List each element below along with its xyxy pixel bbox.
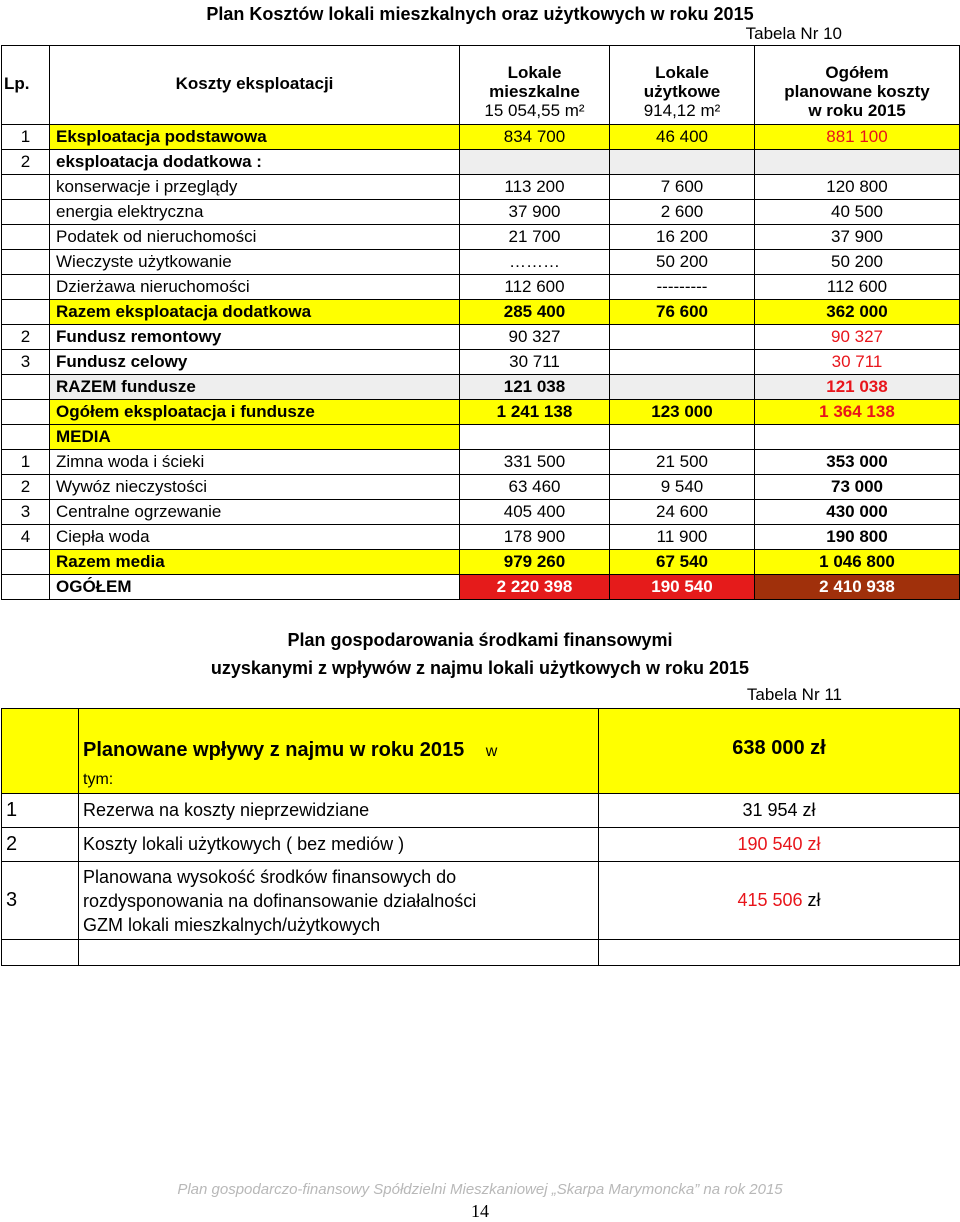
- row-label: Podatek od nieruchomości: [50, 225, 460, 250]
- row-label: MEDIA: [50, 425, 460, 450]
- residential-header-line2: mieszkalne: [489, 82, 580, 101]
- row-total: 112 600: [755, 275, 960, 300]
- row-commercial: [610, 425, 755, 450]
- total-header-line1: Ogółem: [825, 63, 889, 82]
- row-commercial: 16 200: [610, 225, 755, 250]
- row-commercial: [610, 325, 755, 350]
- row-commercial: 190 540: [610, 575, 755, 600]
- table-row: [2, 350, 960, 375]
- table-row: [2, 175, 960, 200]
- row-label: OGÓŁEM: [50, 575, 460, 600]
- row-commercial: 24 600: [610, 500, 755, 525]
- row-lp: 2: [2, 475, 50, 500]
- row-amount-unit: zł: [807, 890, 821, 910]
- row-commercial: 67 540: [610, 550, 755, 575]
- row-commercial: 21 500: [610, 450, 755, 475]
- table-header-row: [2, 46, 960, 125]
- commercial-header-line2: użytkowe: [643, 82, 721, 101]
- table-header-row: [2, 709, 960, 794]
- planned-income-tym: tym:: [83, 771, 114, 788]
- table-row: [2, 325, 960, 350]
- row-total: 353 000: [755, 450, 960, 475]
- row-lp: [2, 200, 50, 225]
- table-row: [2, 450, 960, 475]
- row-lp: 3: [2, 862, 79, 940]
- row-residential: 2 220 398: [460, 575, 610, 600]
- commercial-area: 914,12 m²: [643, 101, 721, 120]
- row-label-line3: GZM lokali mieszkalnych/użytkowych: [83, 914, 381, 935]
- table-row: [2, 575, 960, 600]
- row-total: [755, 425, 960, 450]
- row-commercial: 11 900: [610, 525, 755, 550]
- row-commercial: 2 600: [610, 200, 755, 225]
- row-lp: [2, 225, 50, 250]
- row-residential: 37 900: [460, 200, 610, 225]
- row-lp: 4: [2, 525, 50, 550]
- row-commercial: 9 540: [610, 475, 755, 500]
- row-total: 190 800: [755, 525, 960, 550]
- row-residential: 178 900: [460, 525, 610, 550]
- row-lp: [2, 275, 50, 300]
- row-total: 2 410 938: [755, 575, 960, 600]
- row-label: Wieczyste użytkowanie: [50, 250, 460, 275]
- table-row: [2, 862, 960, 940]
- row-total: 73 000: [755, 475, 960, 500]
- row-lp: 3: [2, 350, 50, 375]
- residential-area: 15 054,55 m²: [484, 101, 585, 120]
- row-lp: [2, 425, 50, 450]
- row-label: Fundusz celowy: [50, 350, 460, 375]
- row-residential: 1 241 138: [460, 400, 610, 425]
- table-row: [2, 200, 960, 225]
- row-total: 50 200: [755, 250, 960, 275]
- row-lp: [2, 550, 50, 575]
- row-label: Ciepła woda: [50, 525, 460, 550]
- row-commercial: 46 400: [610, 125, 755, 150]
- row-lp: 3: [2, 500, 50, 525]
- row-amount: 190 540 zł: [599, 828, 960, 862]
- row-total: 120 800: [755, 175, 960, 200]
- row-label: Dzierżawa nieruchomości: [50, 275, 460, 300]
- row-residential: 405 400: [460, 500, 610, 525]
- row-commercial: 123 000: [610, 400, 755, 425]
- row-residential: 331 500: [460, 450, 610, 475]
- section-title-line1: Plan gospodarowania środkami finansowymi: [287, 630, 673, 650]
- row-lp: [2, 175, 50, 200]
- row-label: RAZEM fundusze: [50, 375, 460, 400]
- row-residential: ………: [460, 250, 610, 275]
- row-residential: 121 038: [460, 375, 610, 400]
- row-amount-value: 415 506: [737, 890, 803, 910]
- footer-text: Plan gospodarczo-finansowy Spółdzielni Mieszkaniowej „Skarpa Marymoncka” na rok 2015: [177, 1181, 783, 1198]
- row-commercial: 76 600: [610, 300, 755, 325]
- rental-income-table: [1, 708, 960, 966]
- row-residential: 30 711: [460, 350, 610, 375]
- row-lp: 2: [2, 325, 50, 350]
- row-amount: [599, 862, 960, 940]
- row-label: eksploatacja dodatkowa :: [50, 150, 460, 175]
- page-title: Plan Kosztów lokali mieszkalnych oraz użytkowych w roku 2015: [206, 4, 754, 24]
- row-label: Centralne ogrzewanie: [50, 500, 460, 525]
- table-row: [2, 275, 960, 300]
- row-residential: 979 260: [460, 550, 610, 575]
- row-lp: [2, 375, 50, 400]
- row-label: Rezerwa na koszty nieprzewidziane: [79, 794, 599, 828]
- table-row: [2, 375, 960, 400]
- total-header-line2: planowane koszty: [784, 82, 930, 101]
- planned-income-w: w: [485, 743, 498, 760]
- row-commercial: [610, 150, 755, 175]
- table-row: [2, 525, 960, 550]
- row-lp: [2, 575, 50, 600]
- row-total: 1 046 800: [755, 550, 960, 575]
- table-row: [2, 400, 960, 425]
- row-total: 1 364 138: [755, 400, 960, 425]
- row-label-line1: Planowana wysokość środków finansowych do: [83, 866, 457, 887]
- row-total: 40 500: [755, 200, 960, 225]
- row-lp: [2, 250, 50, 275]
- lp-header: Lp.: [2, 46, 50, 125]
- row-lp: 1: [2, 125, 50, 150]
- row-commercial: 7 600: [610, 175, 755, 200]
- cost-plan-table: [1, 45, 960, 600]
- table-row: [2, 828, 960, 862]
- row-residential: 90 327: [460, 325, 610, 350]
- row-residential: [460, 150, 610, 175]
- row-total: 881 100: [755, 125, 960, 150]
- table-11-label: Tabela Nr 11: [746, 685, 842, 704]
- row-residential: 834 700: [460, 125, 610, 150]
- row-commercial: [610, 350, 755, 375]
- row-residential: 63 460: [460, 475, 610, 500]
- row-lp: 1: [2, 794, 79, 828]
- row-lp: 2: [2, 150, 50, 175]
- row-label-line2: rozdysponowania na dofinansowanie działalności: [83, 890, 477, 911]
- planned-income-title: Planowane wpływy z najmu w roku 2015: [83, 739, 465, 761]
- table-row: [2, 940, 960, 966]
- table-row: [2, 125, 960, 150]
- row-residential: [460, 425, 610, 450]
- table-row: [2, 550, 960, 575]
- row-lp: 2: [2, 828, 79, 862]
- residential-header: [460, 46, 610, 125]
- row-residential: 21 700: [460, 225, 610, 250]
- planned-income-amount: 638 000 zł: [599, 709, 960, 794]
- table-10-label: Tabela Nr 10: [745, 24, 842, 43]
- row-total: 121 038: [755, 375, 960, 400]
- table-row: [2, 425, 960, 450]
- table-row: [2, 500, 960, 525]
- row-label: Wywóz nieczystości: [50, 475, 460, 500]
- row-label: Koszty lokali użytkowych ( bez mediów ): [79, 828, 599, 862]
- row-commercial: 50 200: [610, 250, 755, 275]
- row-total: [755, 150, 960, 175]
- row-total: 430 000: [755, 500, 960, 525]
- row-commercial: ---------: [610, 275, 755, 300]
- row-amount: 31 954 zł: [599, 794, 960, 828]
- row-residential: 113 200: [460, 175, 610, 200]
- section-title-line2: uzyskanymi z wpływów z najmu lokali użytkowych w roku 2015: [210, 658, 750, 678]
- row-total: 90 327: [755, 325, 960, 350]
- row-total: 362 000: [755, 300, 960, 325]
- table-row: [2, 250, 960, 275]
- row-total: 37 900: [755, 225, 960, 250]
- row-label: energia elektryczna: [50, 200, 460, 225]
- residential-header-line1: Lokale: [507, 63, 562, 82]
- planned-income-label: [79, 709, 599, 794]
- table-row: [2, 794, 960, 828]
- total-header: [755, 46, 960, 125]
- row-label: Fundusz remontowy: [50, 325, 460, 350]
- commercial-header-line1: Lokale: [655, 63, 709, 82]
- table-row: [2, 150, 960, 175]
- row-label: Ogółem eksploatacja i fundusze: [50, 400, 460, 425]
- row-total: 30 711: [755, 350, 960, 375]
- row-label: Razem eksploatacja dodatkowa: [50, 300, 460, 325]
- row-label: konserwacje i przeglądy: [50, 175, 460, 200]
- costs-header: Koszty eksploatacji: [50, 46, 460, 125]
- row-residential: 112 600: [460, 275, 610, 300]
- table-row: [2, 300, 960, 325]
- row-lp: [2, 300, 50, 325]
- total-header-line3: w roku 2015: [808, 101, 906, 120]
- page-number: 14: [471, 1201, 489, 1221]
- row-label: Razem media: [50, 550, 460, 575]
- row-label: Zimna woda i ścieki: [50, 450, 460, 475]
- row-label: [79, 862, 599, 940]
- table-row: [2, 225, 960, 250]
- row-label: Eksploatacja podstawowa: [50, 125, 460, 150]
- row-lp: [2, 400, 50, 425]
- table-row: [2, 475, 960, 500]
- commercial-header: [610, 46, 755, 125]
- row-residential: 285 400: [460, 300, 610, 325]
- row-lp: 1: [2, 450, 50, 475]
- row-commercial: [610, 375, 755, 400]
